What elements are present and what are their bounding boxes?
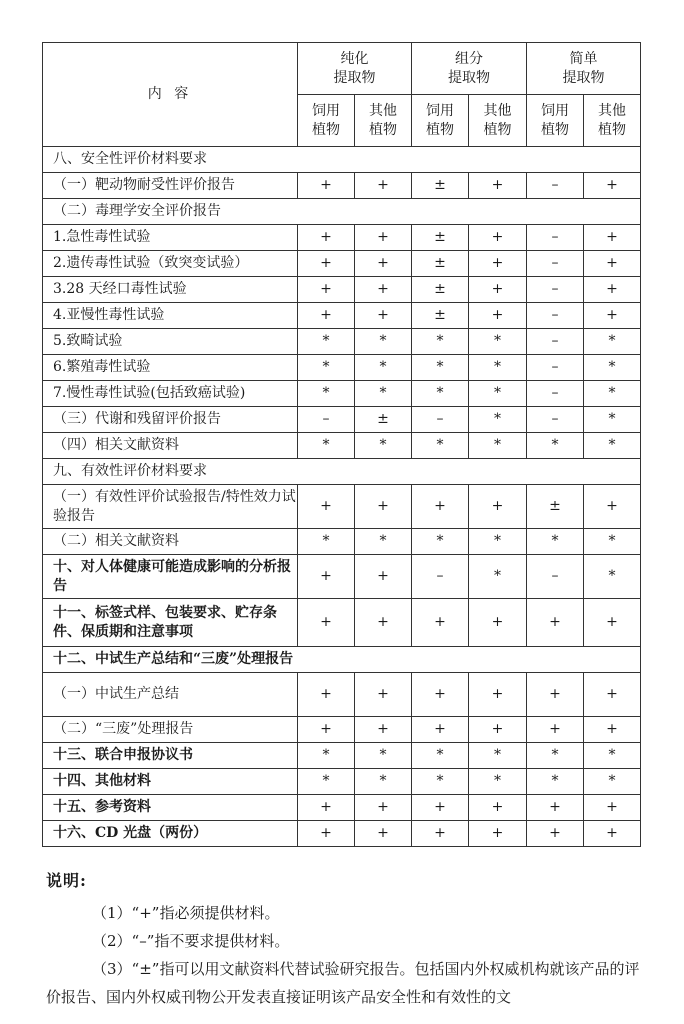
table-row	[43, 251, 641, 277]
requirement-mark: *	[355, 743, 412, 769]
requirement-mark: *	[469, 555, 527, 599]
requirement-mark: –	[527, 225, 584, 251]
requirement-mark: +	[298, 717, 355, 743]
table-row	[43, 717, 641, 743]
table-row	[43, 459, 641, 485]
requirement-mark: –	[527, 381, 584, 407]
table-row	[43, 173, 641, 199]
requirement-mark: +	[412, 599, 469, 647]
row-label: （一）中试生产总结	[43, 673, 298, 717]
requirement-mark: +	[298, 599, 355, 647]
requirement-mark: +	[298, 303, 355, 329]
requirement-mark: –	[527, 173, 584, 199]
requirement-mark: *	[584, 529, 641, 555]
requirement-mark: +	[584, 717, 641, 743]
requirement-mark: *	[469, 407, 527, 433]
requirement-mark: –	[412, 407, 469, 433]
requirement-mark: +	[298, 555, 355, 599]
row-label: 6.繁殖毒性试验	[43, 355, 298, 381]
requirement-mark: *	[298, 433, 355, 459]
requirement-mark: *	[412, 769, 469, 795]
requirement-mark: +	[469, 485, 527, 529]
requirement-mark: *	[584, 407, 641, 433]
subheader-cell: 其他 植物	[355, 95, 412, 147]
requirement-mark: +	[412, 717, 469, 743]
table-row	[43, 277, 641, 303]
requirement-mark: *	[469, 769, 527, 795]
requirement-mark: *	[584, 743, 641, 769]
note-paragraph: （3）“±”指可以用文献资料代替试验研究报告。包括国内外权威机构就该产品的评价报告、国内外权威刊物公开发表直接证明该产品安全性和有效性的文	[46, 960, 640, 1006]
requirement-mark: *	[412, 433, 469, 459]
header-content: 内 容	[43, 43, 298, 147]
row-label: 2.遗传毒性试验（致突变试验）	[43, 251, 298, 277]
requirement-mark: *	[469, 381, 527, 407]
section-heading: 八、安全性评价材料要求	[43, 147, 641, 173]
requirement-mark: +	[298, 277, 355, 303]
requirement-mark: *	[355, 381, 412, 407]
requirement-mark: ±	[527, 485, 584, 529]
row-label: 十三、联合申报协议书	[43, 743, 298, 769]
table-row	[43, 355, 641, 381]
requirement-mark: –	[527, 407, 584, 433]
section-heading: 十二、中试生产总结和“三废”处理报告	[43, 647, 641, 673]
requirements-table	[42, 42, 641, 847]
requirement-mark: +	[469, 251, 527, 277]
requirement-mark: *	[584, 381, 641, 407]
row-label: （二）“三废”处理报告	[43, 717, 298, 743]
requirement-mark: +	[355, 795, 412, 821]
requirement-mark: *	[355, 355, 412, 381]
notes-section	[46, 868, 646, 1011]
requirement-mark: –	[527, 251, 584, 277]
subheader-cell: 饲用 植物	[527, 95, 584, 147]
requirement-mark: +	[469, 673, 527, 717]
requirement-mark: +	[355, 251, 412, 277]
requirement-mark: +	[355, 673, 412, 717]
table-row	[43, 743, 641, 769]
requirement-mark: *	[355, 769, 412, 795]
requirement-mark: *	[527, 433, 584, 459]
requirement-mark: *	[412, 381, 469, 407]
table-row	[43, 407, 641, 433]
requirement-mark: +	[584, 303, 641, 329]
requirement-mark: ±	[412, 277, 469, 303]
requirement-mark: +	[584, 599, 641, 647]
requirement-mark: *	[469, 529, 527, 555]
section-heading: 九、有效性评价材料要求	[43, 459, 641, 485]
row-label: 十一、标签式样、包装要求、贮存条件、保质期和注意事项	[43, 599, 298, 647]
subheader-cell: 其他 植物	[469, 95, 527, 147]
requirement-mark: ±	[412, 225, 469, 251]
requirement-mark: *	[298, 381, 355, 407]
requirement-mark: –	[527, 555, 584, 599]
row-label: 1.急性毒性试验	[43, 225, 298, 251]
row-label: （二）相关文献资料	[43, 529, 298, 555]
requirement-mark: *	[469, 329, 527, 355]
requirement-mark: –	[298, 407, 355, 433]
requirement-mark: *	[527, 743, 584, 769]
requirement-mark: *	[527, 769, 584, 795]
requirement-mark: +	[584, 225, 641, 251]
requirement-mark: +	[469, 795, 527, 821]
requirement-mark: *	[412, 355, 469, 381]
requirement-mark: +	[412, 821, 469, 847]
requirement-mark: +	[412, 795, 469, 821]
requirement-mark: ±	[412, 251, 469, 277]
table-row	[43, 795, 641, 821]
requirement-mark: *	[584, 355, 641, 381]
requirement-mark: –	[527, 303, 584, 329]
table-row	[43, 529, 641, 555]
row-label: 5.致畸试验	[43, 329, 298, 355]
requirement-mark: +	[584, 485, 641, 529]
table-row	[43, 433, 641, 459]
requirement-mark: +	[298, 251, 355, 277]
header-group-simple: 简单 提取物	[527, 43, 641, 95]
requirement-mark: *	[469, 355, 527, 381]
table-row	[43, 673, 641, 717]
requirement-mark: *	[584, 555, 641, 599]
requirement-mark: *	[298, 743, 355, 769]
requirement-mark: +	[584, 821, 641, 847]
table-row	[43, 821, 641, 847]
requirement-mark: +	[298, 225, 355, 251]
row-label: 十四、其他材料	[43, 769, 298, 795]
requirement-mark: +	[469, 173, 527, 199]
requirement-mark: +	[298, 821, 355, 847]
table-row	[43, 599, 641, 647]
table-row	[43, 225, 641, 251]
table-row	[43, 199, 641, 225]
requirement-mark: +	[355, 555, 412, 599]
requirement-mark: *	[298, 329, 355, 355]
requirement-mark: *	[355, 329, 412, 355]
table-row	[43, 303, 641, 329]
requirement-mark: +	[355, 485, 412, 529]
requirement-mark: +	[355, 599, 412, 647]
requirement-mark: +	[469, 277, 527, 303]
requirement-mark: +	[412, 673, 469, 717]
requirement-mark: +	[355, 173, 412, 199]
requirement-mark: +	[527, 599, 584, 647]
header-group-fraction: 组分 提取物	[412, 43, 527, 95]
row-label: （三）代谢和残留评价报告	[43, 407, 298, 433]
requirement-mark: +	[469, 821, 527, 847]
table-row	[43, 147, 641, 173]
table-row	[43, 647, 641, 673]
section-heading: （二）毒理学安全评价报告	[43, 199, 641, 225]
row-label: 7.慢性毒性试验(包括致癌试验)	[43, 381, 298, 407]
row-label: 十五、参考资料	[43, 795, 298, 821]
requirement-mark: *	[355, 529, 412, 555]
requirement-mark: +	[355, 277, 412, 303]
row-label: 十六、CD 光盘（两份）	[43, 821, 298, 847]
requirement-mark: +	[469, 599, 527, 647]
requirement-mark: +	[469, 303, 527, 329]
requirement-mark: +	[527, 795, 584, 821]
row-label: 3.28 天经口毒性试验	[43, 277, 298, 303]
requirement-mark: +	[355, 225, 412, 251]
requirement-mark: *	[412, 329, 469, 355]
note-item: （1）“+”指必须提供材料。	[92, 904, 280, 922]
requirement-mark: *	[527, 529, 584, 555]
table-row	[43, 485, 641, 529]
requirement-mark: –	[527, 329, 584, 355]
requirement-mark: +	[527, 821, 584, 847]
requirement-mark: +	[355, 303, 412, 329]
requirement-mark: +	[584, 173, 641, 199]
row-label: 十、对人体健康可能造成影响的分析报告	[43, 555, 298, 599]
requirement-mark: *	[469, 743, 527, 769]
requirement-mark: +	[355, 821, 412, 847]
requirement-mark: *	[412, 743, 469, 769]
requirement-mark: +	[355, 717, 412, 743]
row-label: 4.亚慢性毒性试验	[43, 303, 298, 329]
requirement-mark: ±	[412, 303, 469, 329]
header-group-purified: 纯化 提取物	[298, 43, 412, 95]
requirement-mark: –	[527, 355, 584, 381]
note-item: （2）“–”指不要求提供材料。	[92, 932, 290, 950]
requirement-mark: +	[584, 673, 641, 717]
requirement-mark: +	[584, 251, 641, 277]
table-body	[43, 147, 641, 847]
requirement-mark: –	[412, 555, 469, 599]
requirement-mark: –	[527, 277, 584, 303]
requirement-mark: *	[298, 529, 355, 555]
requirement-mark: *	[298, 355, 355, 381]
requirement-mark: *	[412, 529, 469, 555]
row-label: （四）相关文献资料	[43, 433, 298, 459]
requirement-mark: +	[412, 485, 469, 529]
requirement-mark: +	[527, 717, 584, 743]
requirement-mark: +	[298, 485, 355, 529]
requirement-mark: +	[527, 673, 584, 717]
requirement-mark: *	[584, 769, 641, 795]
subheader-cell: 饲用 植物	[298, 95, 355, 147]
row-label: （一）靶动物耐受性评价报告	[43, 173, 298, 199]
notes-title: 说明:	[46, 871, 87, 890]
requirement-mark: *	[355, 433, 412, 459]
requirement-mark: +	[469, 717, 527, 743]
requirement-mark: ±	[412, 173, 469, 199]
requirement-mark: *	[298, 769, 355, 795]
requirement-mark: +	[469, 225, 527, 251]
requirement-mark: *	[584, 433, 641, 459]
table-row	[43, 555, 641, 599]
requirement-mark: *	[469, 433, 527, 459]
row-label: （一）有效性评价试验报告/特性效力试验报告	[43, 485, 298, 529]
table-row	[43, 329, 641, 355]
subheader-cell: 饲用 植物	[412, 95, 469, 147]
requirement-mark: *	[584, 329, 641, 355]
requirement-mark: +	[584, 277, 641, 303]
subheader-cell: 其他 植物	[584, 95, 641, 147]
requirement-mark: +	[584, 795, 641, 821]
requirement-mark: +	[298, 795, 355, 821]
requirement-mark: +	[298, 673, 355, 717]
requirement-mark: ±	[355, 407, 412, 433]
requirement-mark: +	[298, 173, 355, 199]
table-row	[43, 381, 641, 407]
table-row	[43, 769, 641, 795]
